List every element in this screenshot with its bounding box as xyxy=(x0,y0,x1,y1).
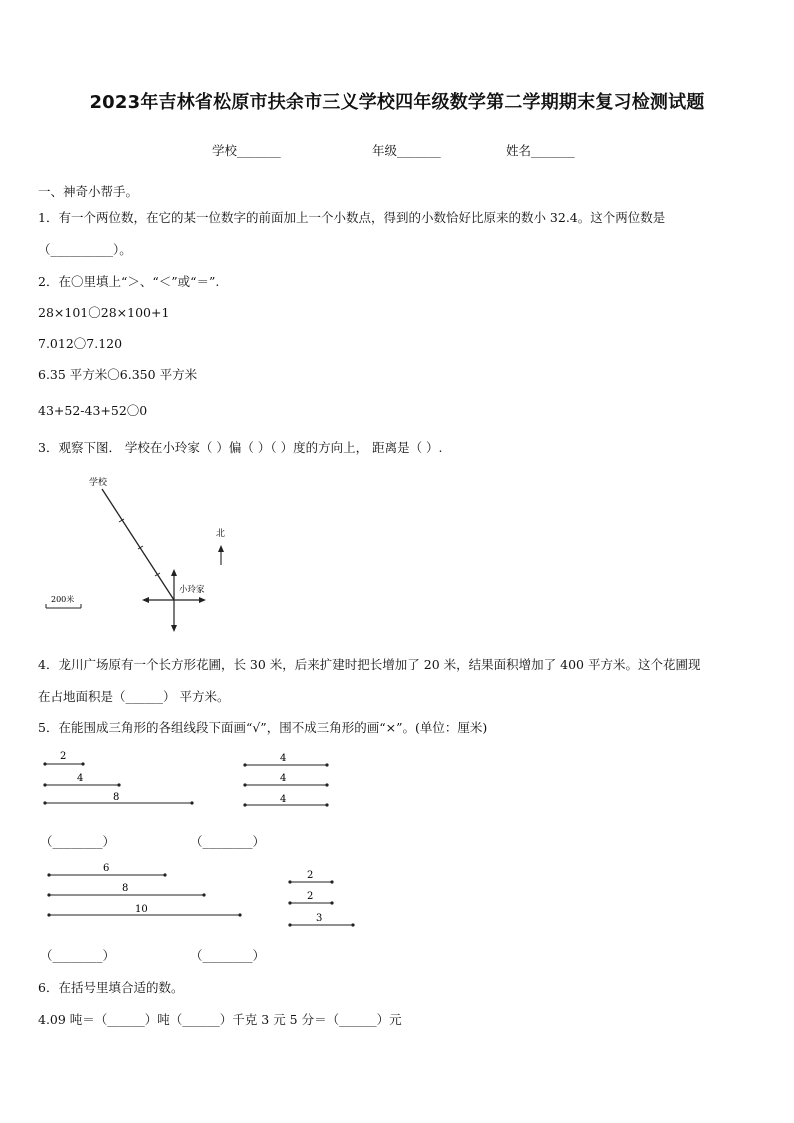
q5-answer-blank: （________） xyxy=(190,834,266,849)
school-to-home-line xyxy=(102,489,174,600)
segment-end xyxy=(47,913,50,916)
segment-end xyxy=(243,763,246,766)
segment-end xyxy=(43,762,46,765)
school-label: 学校 xyxy=(89,478,108,488)
west-arrowhead-icon xyxy=(142,597,149,603)
east-arrowhead-icon xyxy=(199,597,206,603)
q6-prompt: 6．在括号里填合适的数。 xyxy=(38,980,184,995)
segment-end xyxy=(243,803,246,806)
segment-end xyxy=(238,913,241,916)
section-heading: 一、神奇小帮手。 xyxy=(38,184,139,199)
segment-group-c xyxy=(47,863,241,917)
segment-end xyxy=(288,901,291,904)
q1-text: 1．有一个两位数，在它的某一位数字的前面加上一个小数点，得到的小数恰好比原来的数小 32.4。这个两位数是 xyxy=(38,210,666,225)
q2-prompt: 2．在〇里填上“＞、“＜”或“＝”. xyxy=(38,274,220,289)
q2-item: 7.012〇7.120 xyxy=(38,336,123,351)
q2-item: 28×101〇28×100+1 xyxy=(38,305,170,320)
segment-end xyxy=(330,901,333,904)
home-label: 小玲家 xyxy=(179,585,205,595)
school-field: 学校_______ xyxy=(212,143,281,158)
name-field: 姓名_______ xyxy=(506,143,575,158)
segment-end xyxy=(330,880,333,883)
segment-end xyxy=(43,783,46,786)
segment-length-label: 4 xyxy=(77,773,84,784)
q5-answer-blank: （________） xyxy=(40,948,116,963)
q1-answer-blank: （__________）。 xyxy=(38,242,132,257)
q4-text: 4．龙川广场原有一个长方形花圃，长 30 米，后来扩建时把长增加了 20 米，结果面积增加了 400 平方米。这个花圃现 xyxy=(38,657,701,672)
q5-prompt: 5．在能围成三角形的各组线段下面画“√”，围不成三角形的画“×”。(单位：厘米) xyxy=(38,720,488,735)
q5-answer-blank: （________） xyxy=(40,834,116,849)
page-title: 2023年吉林省松原市扶余市三义学校四年级数学第二学期期末复习检测试题 xyxy=(89,92,705,113)
segment-length-label: 4 xyxy=(280,773,287,784)
segment-end xyxy=(325,783,328,786)
north-arrowhead-icon xyxy=(171,569,177,576)
scale-label: 200米 xyxy=(51,595,75,604)
segment-end xyxy=(325,763,328,766)
south-arrowhead-icon xyxy=(171,625,177,632)
segment-length-label: 10 xyxy=(135,904,148,915)
segment-length-label: 3 xyxy=(316,913,323,924)
segment-end xyxy=(117,783,120,786)
segment-length-label: 6 xyxy=(103,863,110,874)
segment-end xyxy=(288,923,291,926)
segment-end xyxy=(202,893,205,896)
segment-end xyxy=(288,880,291,883)
segment-end xyxy=(43,801,46,804)
segment-length-label: 2 xyxy=(307,870,314,881)
q6-line: 4.09 吨＝（______）吨（______）千克 3 元 5 分＝（______）元 xyxy=(38,1012,402,1027)
q5-answer-blank: （________） xyxy=(190,948,266,963)
q2-item: 6.35 平方米〇6.350 平方米 xyxy=(38,367,198,382)
segment-end xyxy=(163,873,166,876)
segment-end xyxy=(47,893,50,896)
segment-length-label: 4 xyxy=(280,794,287,805)
segment-end xyxy=(325,803,328,806)
direction-figure xyxy=(36,470,236,635)
north-arrow-icon xyxy=(218,545,224,552)
segment-end xyxy=(81,762,84,765)
grade-field: 年级_______ xyxy=(372,143,441,158)
segment-group-b xyxy=(243,753,328,807)
segment-length-label: 4 xyxy=(280,753,287,764)
segment-length-label: 2 xyxy=(307,891,314,902)
north-label: 北 xyxy=(216,529,226,539)
segment-group-a xyxy=(43,751,193,805)
segment-end xyxy=(47,873,50,876)
segment-length-label: 2 xyxy=(60,751,67,762)
segment-group-d xyxy=(288,870,354,927)
segment-length-label: 8 xyxy=(113,792,120,803)
segment-end xyxy=(351,923,354,926)
q4-answer-blank: 在占地面积是（______） 平方米。 xyxy=(38,689,230,704)
segment-end xyxy=(243,783,246,786)
segment-length-label: 8 xyxy=(122,883,129,894)
q2-item: 43+52-43+52〇0 xyxy=(38,403,148,418)
segment-end xyxy=(190,801,193,804)
q3-prompt: 3．观察下图． 学校在小玲家（ ）偏（ ）（ ）度的方向上， 距离是（ ）. xyxy=(38,440,443,455)
